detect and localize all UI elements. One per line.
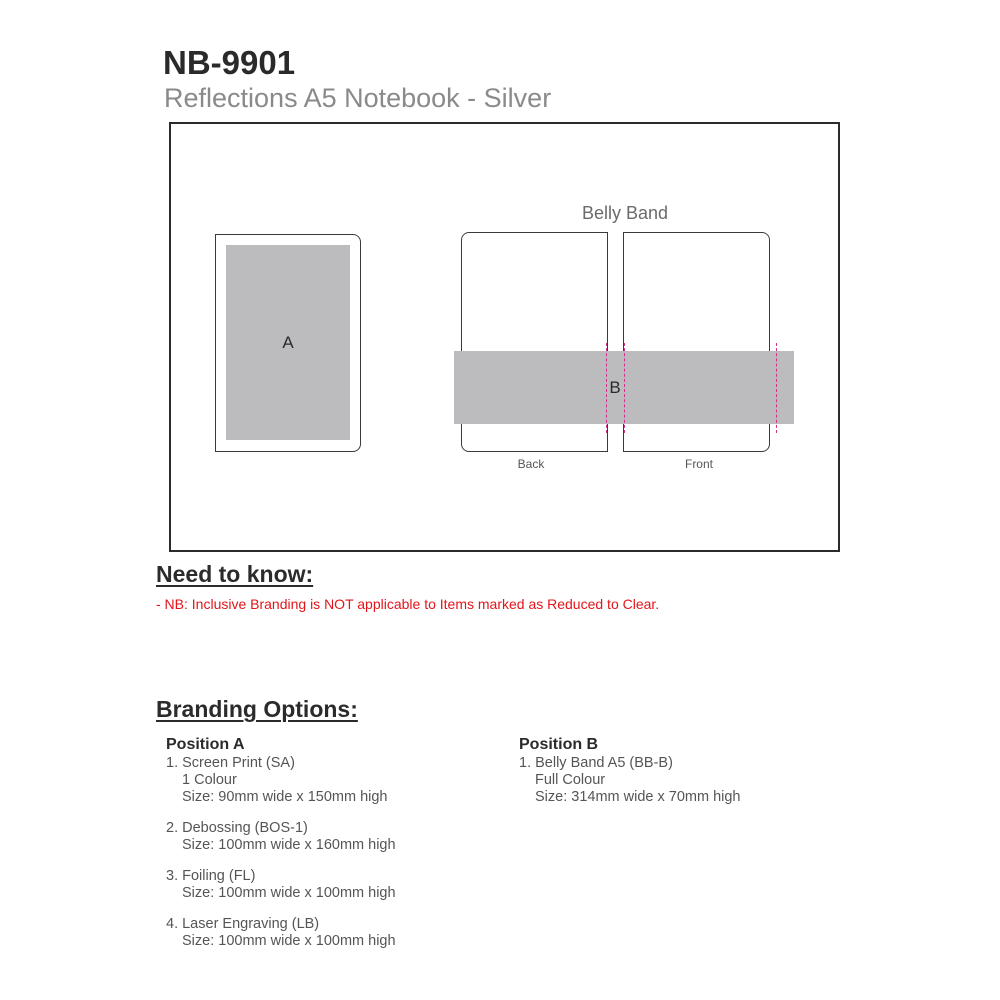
option-name: 1. Screen Print (SA)	[166, 755, 295, 771]
branding-note: - NB: Inclusive Branding is NOT applicable to Items marked as Reduced to Clear.	[156, 596, 660, 612]
position-a-label: A	[282, 333, 294, 352]
option-detail: Size: 90mm wide x 150mm high	[182, 789, 388, 805]
product-name: Reflections A5 Notebook - Silver	[164, 83, 552, 113]
option-name: 2. Debossing (BOS-1)	[166, 820, 308, 836]
option-name: 3. Foiling (FL)	[166, 868, 256, 884]
option-detail: Size: 100mm wide x 100mm high	[182, 933, 396, 949]
position-b-title: Position B	[519, 736, 599, 753]
option-belly-band	[519, 755, 741, 806]
option-detail: Size: 100mm wide x 100mm high	[182, 885, 396, 901]
belly-band-title: Belly Band	[581, 203, 669, 223]
option-detail: Size: 100mm wide x 160mm high	[182, 837, 396, 853]
position-a-title: Position A	[166, 736, 245, 753]
option-foiling	[166, 868, 396, 902]
option-detail: Size: 314mm wide x 70mm high	[535, 789, 741, 805]
option-screen-print	[166, 755, 388, 806]
option-debossing	[166, 820, 396, 854]
back-label: Back	[517, 457, 545, 471]
option-name: 4. Laser Engraving (LB)	[166, 916, 320, 932]
branding-options-heading: Branding Options:	[156, 696, 358, 722]
position-b-label: B	[609, 378, 621, 397]
option-name: 1. Belly Band A5 (BB-B)	[519, 755, 673, 771]
option-laser-engraving	[166, 916, 396, 950]
front-label: Front	[684, 457, 713, 471]
need-to-know-heading: Need to know:	[156, 561, 314, 587]
option-detail: 1 Colour	[182, 772, 237, 788]
product-code: NB-9901	[163, 44, 296, 81]
edge-guide-line	[776, 343, 777, 433]
option-detail: Full Colour	[535, 772, 606, 788]
